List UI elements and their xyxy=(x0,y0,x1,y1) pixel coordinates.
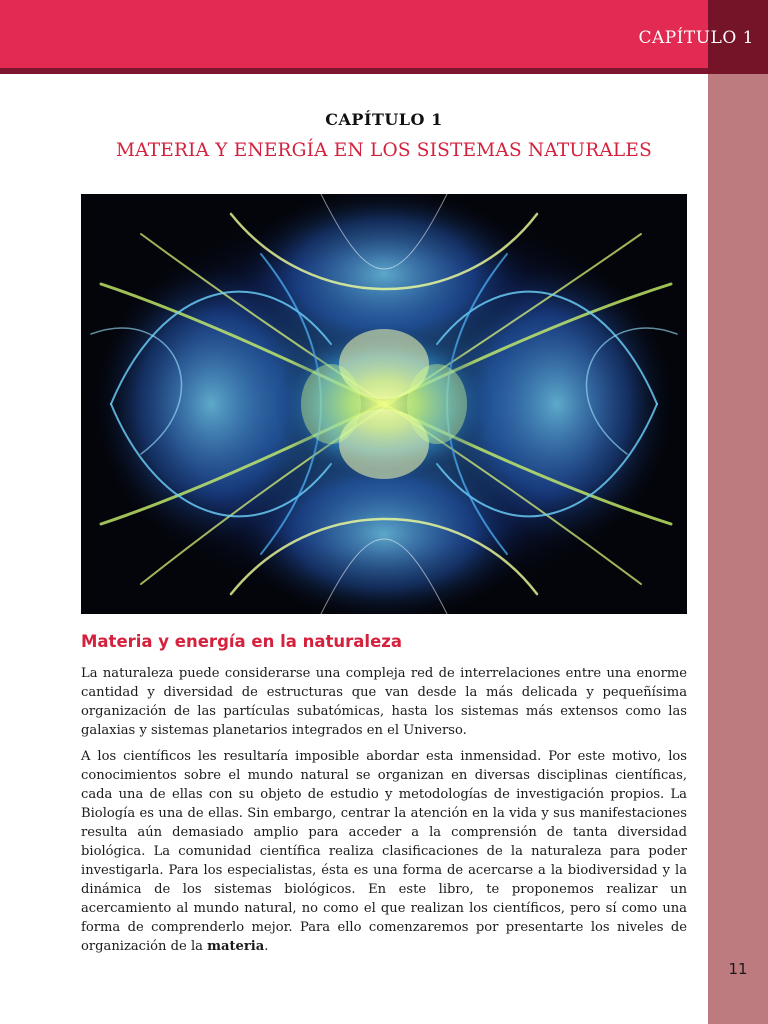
section-heading: Materia y energía en la naturaleza xyxy=(81,632,403,651)
paragraph-2 xyxy=(81,747,687,956)
chapter-label: CAPÍTULO 1 xyxy=(325,110,443,129)
page-number: 11 xyxy=(728,960,748,978)
paragraph-1: La naturaleza puede considerarse una compleja red de interrelaciones entre una enorme cantidad y diversidad de estructuras que van desde la más delicada y pequeñísima organización de las partículas subatómicas, hasta los sistemas más extensos como las galaxias y sistemas planetarios integrados en el Universo. xyxy=(81,666,687,738)
header-chapter-title: CAPÍTULO 1 xyxy=(638,28,754,48)
abstract-energy-fractal-image xyxy=(81,194,687,614)
chapter-header-bar xyxy=(0,0,708,74)
bold-term-materia: materia xyxy=(207,939,265,954)
fractal-illustration xyxy=(81,194,687,614)
paragraph-2-text: A los científicos les resultaría imposible abordar esta inmensidad. Por este motivo, los conocimientos sobre el mundo natural se organizan en diversas disciplinas científicas, cada una de ellas con su objeto de estudio y metodologías de investigación propios. La Biología es una de ellas. Sin embargo, centrar la atención en la vida y sus manifestaciones resulta aún demasiado amplio para acceder a la comprensión de tanta diversidad biológica. La comunidad científica realiza clasificaciones de la naturaleza para poder investigarla. Para los especialistas, ésta es una forma de acercarse a la biodiversidad y la dinámica de los sistemas biológicos. En este libro, te proponemos realizar un acercamiento al mundo natural, no como el que realizan los científicos, pero sí como una forma de comprenderlo mejor. Para ello comenzaremos por presentarte los niveles de organización de la xyxy=(81,749,687,954)
chapter-title: MATERIA Y ENERGÍA EN LOS SISTEMAS NATURALES xyxy=(116,140,652,161)
paragraph-2-end: . xyxy=(264,939,269,954)
page-side-margin-bar xyxy=(708,74,768,1024)
body-text xyxy=(81,664,687,963)
